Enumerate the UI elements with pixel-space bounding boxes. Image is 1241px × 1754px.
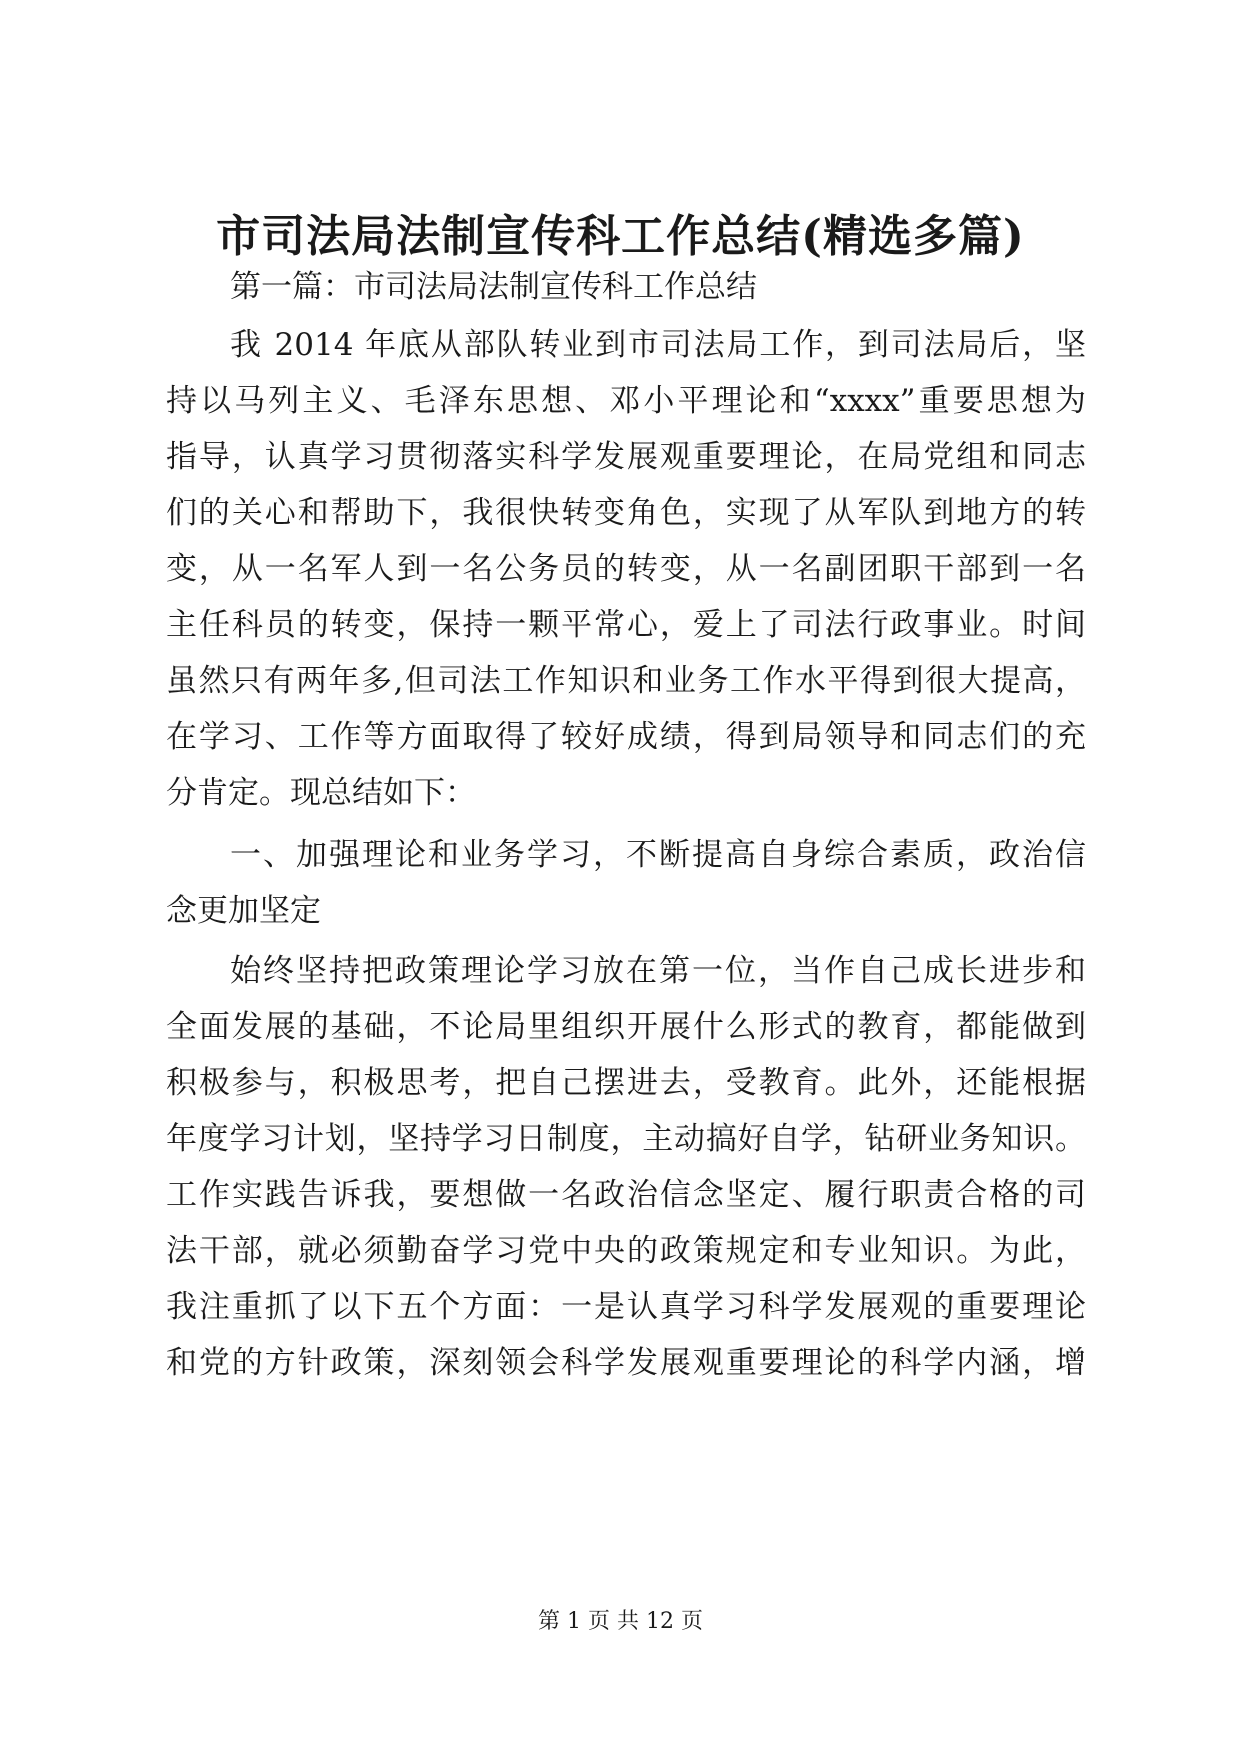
body-line: 虽然只有两年多,但司法工作知识和业务工作水平得到很大提高，: [166, 663, 1086, 699]
body-line: 年度学习计划，坚持学习日制度，主动搞好自学，钻研业务知识。: [166, 1121, 1086, 1157]
body-line: 全面发展的基础，不论局里组织开展什么形式的教育，都能做到: [166, 1009, 1086, 1045]
body-line: 指导，认真学习贯彻落实科学发展观重要理论，在局党组和同志: [166, 439, 1086, 475]
section-heading: 第一篇：市司法局法制宣传科工作总结: [230, 269, 757, 305]
body-line: 我注重抓了以下五个方面：一是认真学习科学发展观的重要理论: [166, 1289, 1086, 1325]
document-title: 市司法局法制宣传科工作总结(精选多篇): [216, 211, 1025, 262]
body-line: 分肯定。现总结如下：: [166, 775, 476, 811]
body-line: 主任科员的转变，保持一颗平常心，爱上了司法行政事业。时间: [166, 607, 1086, 643]
body-line: 始终坚持把政策理论学习放在第一位，当作自己成长进步和: [230, 953, 1086, 989]
body-line: 变，从一名军人到一名公务员的转变，从一名副团职干部到一名: [166, 551, 1086, 587]
body-line: 们的关心和帮助下，我很快转变角色，实现了从军队到地方的转: [166, 495, 1086, 531]
body-line: 工作实践告诉我，要想做一名政治信念坚定、履行职责合格的司: [166, 1177, 1086, 1213]
body-line: 我 2014 年底从部队转业到市司法局工作，到司法局后，坚: [230, 327, 1086, 363]
body-line: 在学习、工作等方面取得了较好成绩，得到局领导和同志们的充: [166, 719, 1086, 755]
page-number: 第 1 页 共 12 页: [538, 1609, 703, 1634]
body-line: 法干部，就必须勤奋学习党中央的政策规定和专业知识。为此，: [166, 1233, 1086, 1269]
body-line: 积极参与，积极思考，把自己摆进去，受教育。此外，还能根据: [166, 1065, 1086, 1101]
body-line: 持以马列主义、毛泽东思想、邓小平理论和“xxxx”重要思想为: [166, 383, 1086, 419]
body-line: 和党的方针政策，深刻领会科学发展观重要理论的科学内涵，增: [166, 1345, 1086, 1381]
subsection-heading-cont: 念更加坚定: [166, 893, 321, 929]
subsection-heading: 一、加强理论和业务学习，不断提高自身综合素质，政治信: [230, 837, 1086, 873]
